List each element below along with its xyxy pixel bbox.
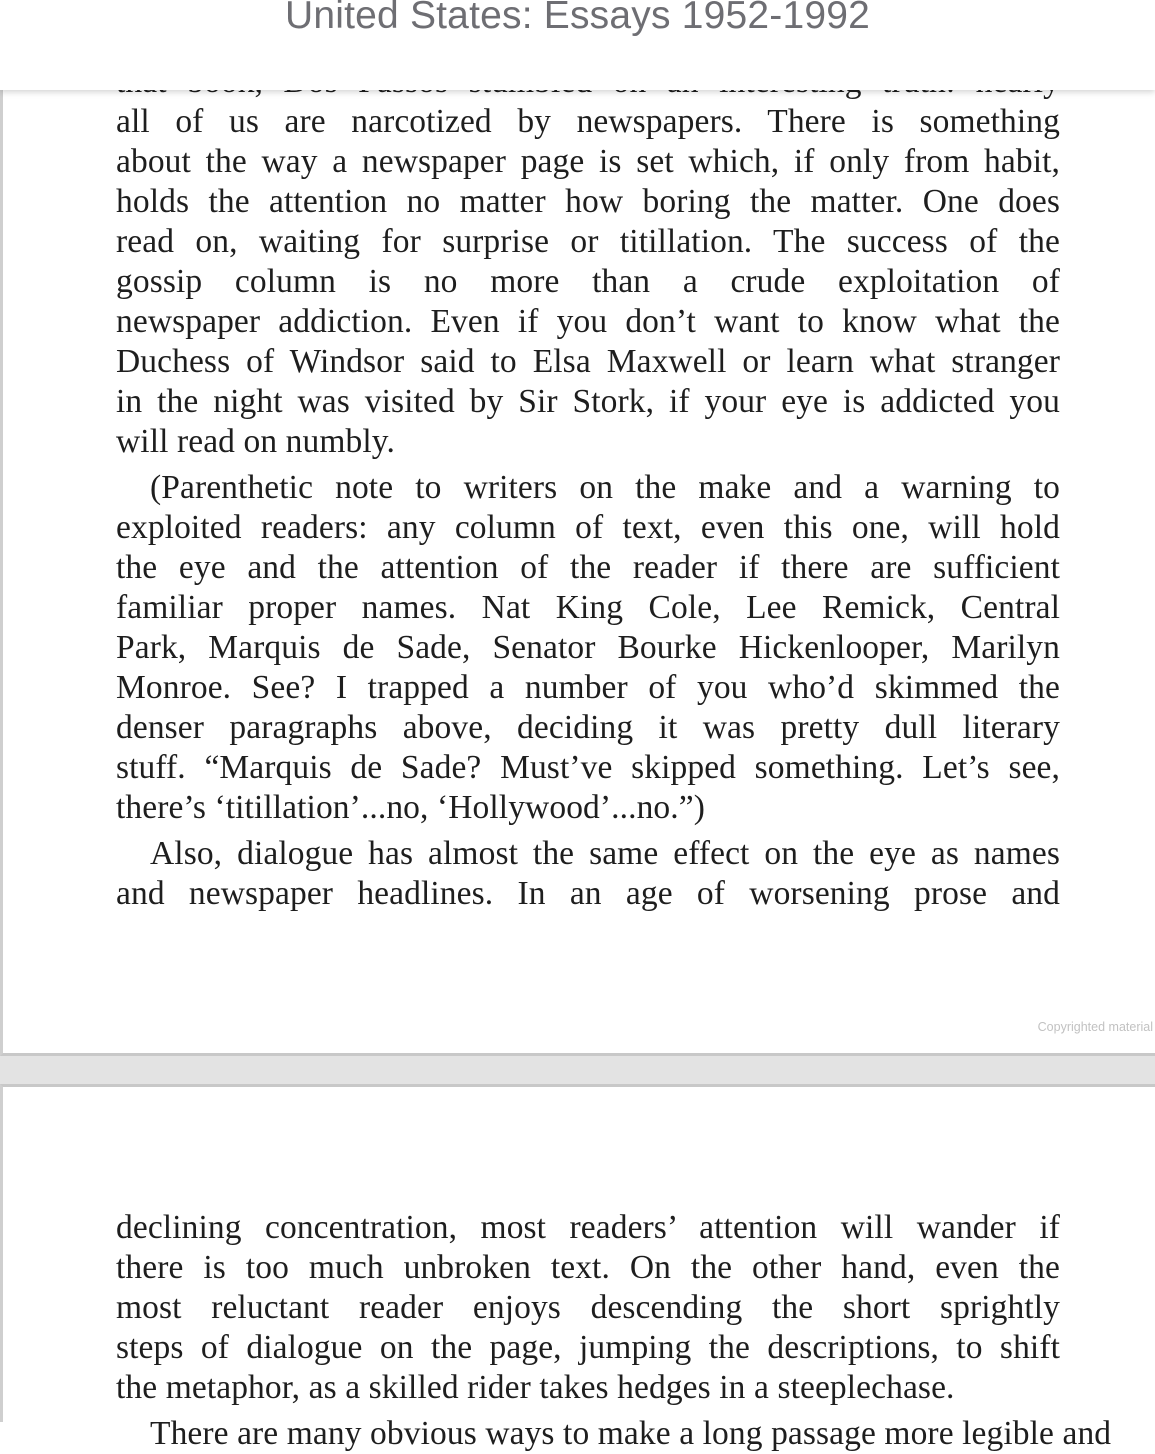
text-line: all of us are narcotized by newspapers. There is something xyxy=(116,103,1060,140)
text-line: steps of dialogue on the page, jumping the descriptions, to shift xyxy=(116,1329,1060,1366)
text-line: Also, dialogue has almost the same effect on the eye as names xyxy=(150,835,1060,872)
text-line: will read on numbly. xyxy=(116,423,395,460)
text-line: most reluctant reader enjoys descending the short sprightly xyxy=(116,1289,1060,1326)
paragraph xyxy=(116,468,1060,828)
page-2-text xyxy=(116,1208,1112,1454)
book-title: United States: Essays 1952-1992 xyxy=(284,0,871,37)
text-line: and newspaper headlines. In an age of worsening prose and xyxy=(116,875,1060,912)
page-separator xyxy=(0,1056,1155,1084)
partial-bottom-line: There are many obvious ways to make a long passage more legible and xyxy=(150,1415,1112,1452)
text-line: exploited readers: any column of text, even this one, will hold xyxy=(116,509,1060,546)
book-page-2[interactable] xyxy=(0,1084,1155,1452)
text-line: in the night was visited by Sir Stork, if your eye is addicted you xyxy=(116,383,1060,420)
text-line: read on, waiting for surprise or titillation. The success of the xyxy=(116,223,1060,260)
paragraph xyxy=(116,834,1060,914)
text-line: familiar proper names. Nat King Cole, Lee Remick, Central xyxy=(116,589,1060,626)
page-1-text xyxy=(116,62,1060,920)
text-line: Duchess of Windsor said to Elsa Maxwell or learn what stranger xyxy=(116,343,1060,380)
reader-header xyxy=(0,0,1155,90)
text-line: stuff. “Marquis de Sade? Must’ve skipped something. Let’s see, xyxy=(116,749,1060,786)
text-line: the metaphor, as a skilled rider takes hedges in a steeplechase. xyxy=(116,1369,955,1406)
text-line: there’s ‘titillation’...no, ‘Hollywood’...no.”) xyxy=(116,789,705,826)
paragraph xyxy=(116,1208,1060,1408)
text-line: gossip column is no more than a crude exploitation of xyxy=(116,263,1060,300)
text-line: denser paragraphs above, deciding it was pretty dull literary xyxy=(116,709,1060,746)
text-line: Monroe. See? I trapped a number of you who’d skimmed the xyxy=(116,669,1060,706)
text-line: (Parenthetic note to writers on the make and a warning to xyxy=(150,469,1060,506)
text-line: newspaper addiction. Even if you don’t want to know what the xyxy=(116,303,1060,340)
text-line: holds the attention no matter how boring the matter. One does xyxy=(116,183,1060,220)
text-line: declining concentration, most readers’ attention will wander if xyxy=(116,1209,1060,1246)
text-line: about the way a newspaper page is set which, if only from habit, xyxy=(116,143,1060,180)
copyright-notice: Copyrighted material xyxy=(1037,1020,1153,1034)
paragraph xyxy=(116,102,1060,462)
text-line: Park, Marquis de Sade, Senator Bourke Hickenlooper, Marilyn xyxy=(116,629,1060,666)
text-line: there is too much unbroken text. On the other hand, even the xyxy=(116,1249,1060,1286)
text-line: the eye and the attention of the reader if there are sufficient xyxy=(116,549,1060,586)
